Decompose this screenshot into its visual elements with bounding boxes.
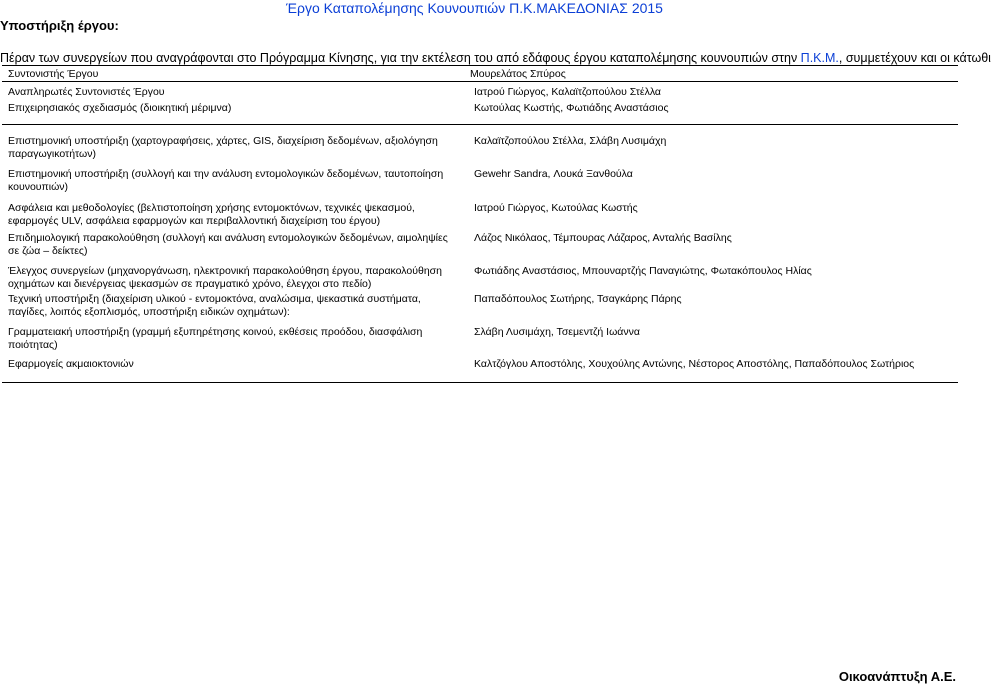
row-divider [2,124,958,125]
row-divider [2,81,958,82]
people-cell: Ιατρού Γιώργος, Κωτούλας Κωστής [474,202,638,214]
role-cell: Εφαρμογείς ακμαιοκτονιών [8,358,134,370]
role-cell: Αναπληρωτές Συντονιστές Έργου [8,86,165,98]
people-cell: Μουρελάτος Σπύρος [470,68,566,80]
intro-tail: , συμμετέχουν και οι κάτωθι [838,51,991,65]
role-cell: Γραμματειακή υποστήριξη (γραμμή εξυπηρέτησης κοινού, εκθέσεις προόδου, διασφάλιση ποιότητας) [8,326,423,351]
intro-text: Πέραν των συνεργείων που αναγράφονται στο Πρόγραμμα Κίνησης, για την εκτέλεση του από εδάφους έργου καταπολέμησης κουνουπιών στην [0,51,801,65]
people-cell: Gewehr Sandra, Λουκά Ξανθούλα [474,168,633,180]
people-cell: Φωτιάδης Αναστάσιος, Μπουναρτζής Παναγιώτης, Φωτακόπουλος Ηλίας [474,265,812,277]
role-cell: Ασφάλεια και μεθοδολογίες (βελτιστοποίηση χρήσης εντομοκτόνων, τεχνικές ψεκασμού, εφαρμογές ULV, ασφάλεια εφαρμογών και περιβαλλοντική διαχείριση του έργου) [8,202,415,227]
people-cell: Ιατρού Γιώργος, Καλαϊτζοπούλου Στέλλα [474,86,661,98]
people-cell: Παπαδόπουλος Σωτήρης, Τσαγκάρης Πάρης [474,293,682,305]
role-cell: Επιστημονική υποστήριξη (συλλογή και την ανάλυση εντομολογικών δεδομένων, ταυτοποίηση κουνουπιών) [8,168,444,193]
role-cell: Συντονιστής Έργου [8,68,99,80]
people-cell: Καλαϊτζοπούλου Στέλλα, Σλάβη Λυσιμάχη [474,135,667,147]
role-cell: Επιστημονική υποστήριξη (χαρτογραφήσεις, χάρτες, GIS, διαχείριση δεδομένων, αξιολόγηση παραγωγικοτήτων) [8,135,438,160]
staff-table [2,65,958,383]
people-cell: Λάζος Νικόλαος, Τέμπουρας Λάζαρος, Ανταλής Βασίλης [474,232,732,244]
document-title: Έργο Καταπολέμησης Κουνουπιών Π.Κ.ΜΑΚΕΔΟΝΙΑΣ 2015 [286,0,663,16]
people-cell: Κωτούλας Κωστής, Φωτιάδης Αναστάσιος [474,102,669,114]
role-cell: Τεχνική υποστήριξη (διαχείριση υλικού - εντομοκτόνα, αναλώσιμα, ψεκαστικά συστήματα, παγίδες, λοιπός εξοπλισμός, υποστήριξη ειδικών οχημάτων): [8,293,421,318]
role-cell: Επιχειρησιακός σχεδιασμός (διοικητική μέριμνα) [8,102,232,114]
role-cell: Έλεγχος συνεργείων (μηχανοργάνωση, ηλεκτρονική παρακολούθηση έργου, παρακολούθηση οχημάτων και διενέργειας ψεκασμών σε πραγματικό χρόνο, έλεγχοι στο πεδίο) [8,265,442,290]
intro-paragraph [0,51,991,65]
support-label: Υποστήριξη έργου: [0,18,119,33]
people-cell: Καλτζόγλου Αποστόλης, Χουχούλης Αντώνης, Νέστορος Αποστόλης, Παπαδόπουλος Σωτήριος [474,358,915,370]
role-cell: Επιδημιολογική παρακολούθηση (συλλογή και ανάλυση εντομολογικών δεδομένων, αιμοληψίες σε ζώα – δείκτες) [8,232,448,257]
people-cell: Σλάβη Λυσιμάχη, Τσεμεντζή Ιωάννα [474,326,640,338]
company-name: Οικοανάπτυξη Α.Ε. [838,669,956,684]
region-abbreviation: Π.Κ.Μ. [800,51,839,65]
